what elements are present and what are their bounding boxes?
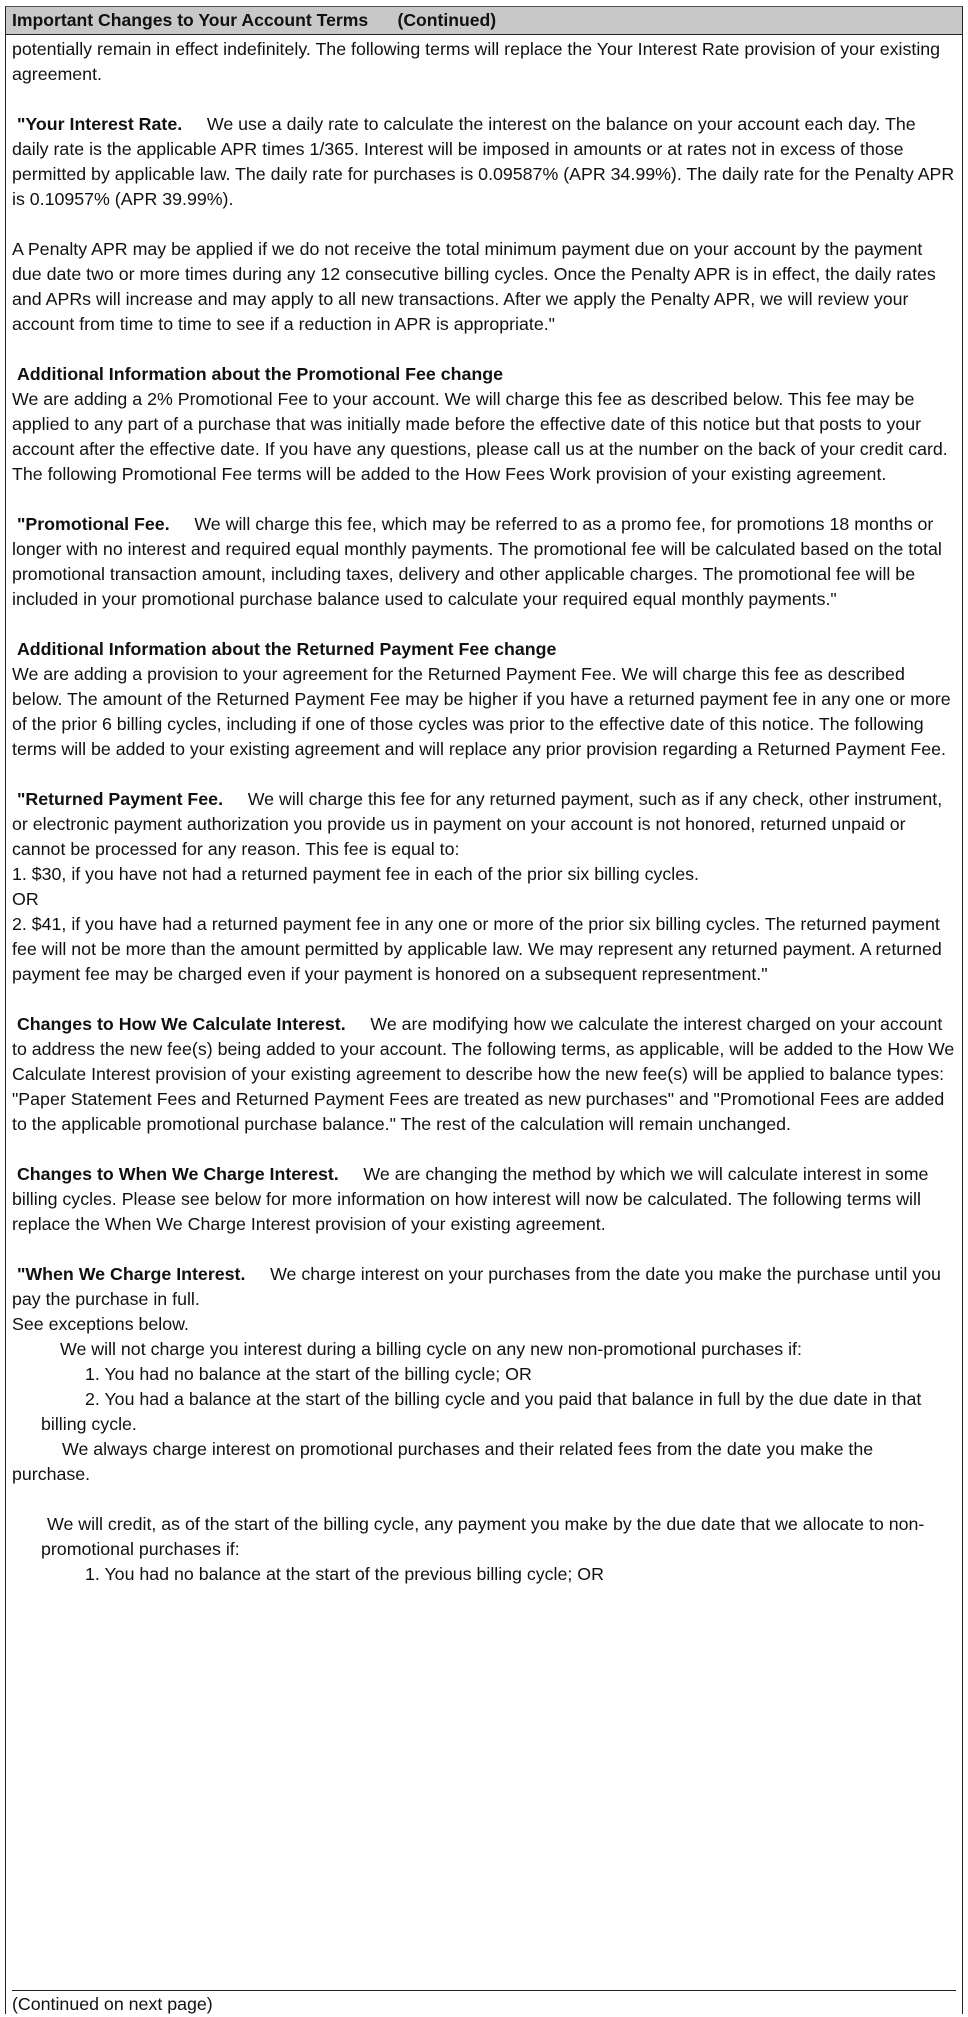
intro-text: potentially remain in effect indefinitely. The following terms will replace the Your Interest Rate provision of your existing agreement. (12, 39, 941, 84)
promo-info-title: Additional Information about the Promotional Fee change (16, 364, 503, 384)
returned-fee-item-2: 2. $41, if you have had a returned payment fee in any one or more of the prior six billing cycles. The returned payment fee will not be more than the amount permitted by applicable law. We may represent any returned payment. A returned payment fee may be charged even if your payment is honored on a subsequent representment." (12, 914, 942, 984)
penalty-apr-text: A Penalty APR may be applied if we do not receive the total minimum payment due on your account by the payment due date two or more times during any 12 consecutive billing cycles. Once the Penalty APR is in effect, the daily rates and APRs will increase and may apply to all new transactions. After we apply the Penalty APR, we will review your account from time to time to see if a reduction in APR is appropriate." (12, 239, 936, 334)
when-changes-paragraph (12, 1162, 956, 1237)
notice-content (6, 35, 962, 1587)
promo-fee-title: "Promotional Fee. (16, 514, 170, 534)
when-changes-text: We are changing the method by which we will calculate interest in some billing cycles. Please see below for more information on how interest will now be calculated. The following terms will replace the When We Charge Interest provision of your existing agreement. (12, 1164, 929, 1234)
calc-interest-text: We are modifying how we calculate the interest charged on your account to address the new fee(s) being added to your account. The following terms, as applicable, will be added to the How We Calculate Interest provision of your existing agreement to describe how the new fee(s) will be applied to balance types: "Paper Statement Fees and Returned Payment Fees are treated as new purchases" and "Promotional Fees are added to the applicable promotional purchase balance." The rest of the calculation will remain unchanged. (12, 1014, 955, 1134)
returned-info-text: We are adding a provision to your agreement for the Returned Payment Fee. We will charge this fee as described below. The amount of the Returned Payment Fee may be higher if you have a returned payment fee in any one or more of the prior 6 billing cycles, including if one of those cycles was prior to the effective date of this notice. The following terms will be added to your existing agreement and will replace any prior provision regarding a Returned Payment Fee. (12, 664, 951, 759)
interest-rate-paragraph (12, 112, 956, 212)
promo-fee-text: We will charge this fee, which may be referred to as a promo fee, for promotions 18 months or longer with no interest and required equal monthly payments. The promotional fee will be calculated based on the total promotional transaction amount, including taxes, delivery and other applicable charges. The promotional fee will be included in your promotional purchase balance used to calculate your required equal monthly payments." (12, 514, 942, 609)
returned-fee-paragraph (12, 787, 956, 862)
returned-fee-or: OR (12, 889, 39, 909)
always-charge-text: We always charge interest on promotional purchases and their related fees from the date you make the purchase. (12, 1439, 874, 1484)
interest-rate-title: "Your Interest Rate. (16, 114, 183, 134)
returned-fee-item-1: 1. $30, if you have not had a returned payment fee in each of the prior six billing cycles. (12, 864, 699, 884)
no-charge-item-2: 2. You had a balance at the start of the billing cycle and you paid that balance in full by the due date in that billing cycle. (41, 1389, 922, 1434)
returned-info-title: Additional Information about the Returned Payment Fee change (16, 639, 557, 659)
when-interest-title: "When We Charge Interest. (16, 1264, 246, 1284)
see-exceptions: See exceptions below. (12, 1314, 189, 1334)
section-header: Important Changes to Your Account Terms (Continued) (6, 7, 962, 35)
no-charge-text: We will not charge you interest during a billing cycle on any new non-promotional purchases if: (60, 1339, 802, 1359)
notice-document (5, 6, 963, 2014)
continued-footer: (Continued on next page) (12, 1990, 956, 2017)
promo-fee-paragraph (12, 512, 956, 612)
returned-fee-title: "Returned Payment Fee. (16, 789, 224, 809)
when-interest-paragraph (12, 1262, 956, 1312)
when-interest-text: We charge interest on your purchases from the date you make the purchase until you pay the purchase in full. (12, 1264, 941, 1309)
credit-text: We will credit, as of the start of the billing cycle, any payment you make by the due date that we allocate to non-promotional purchases if: (41, 1514, 925, 1559)
interest-rate-text: We use a daily rate to calculate the interest on the balance on your account each day. The daily rate is the applicable APR times 1/365. Interest will be imposed in amounts or at rates not in excess of those permitted by applicable law. The daily rate for purchases is 0.09587% (APR 34.99%). The daily rate for the Penalty APR is 0.10957% (APR 39.99%). (12, 114, 955, 209)
promo-info-text: We are adding a 2% Promotional Fee to your account. We will charge this fee as described below. This fee may be applied to any part of a purchase that was initially made before the effective date of this notice but that posts to your account after the effective date. If you have any questions, please call us at the number on the back of your credit card. The following Promotional Fee terms will be added to the How Fees Work provision of your existing agreement. (12, 389, 948, 484)
calc-interest-paragraph (12, 1012, 956, 1137)
no-charge-item-1: 1. You had no balance at the start of the billing cycle; OR (85, 1364, 532, 1384)
returned-fee-text: We will charge this fee for any returned payment, such as if any check, other instrument, or electronic payment authorization you provide us in payment on your account is not honored, returned unpaid or cannot be processed for any reason. This fee is equal to: (12, 789, 943, 859)
credit-item-1: 1. You had no balance at the start of the previous billing cycle; OR (85, 1564, 604, 1584)
when-changes-title: Changes to When We Charge Interest. (16, 1164, 339, 1184)
calc-interest-title: Changes to How We Calculate Interest. (16, 1014, 346, 1034)
